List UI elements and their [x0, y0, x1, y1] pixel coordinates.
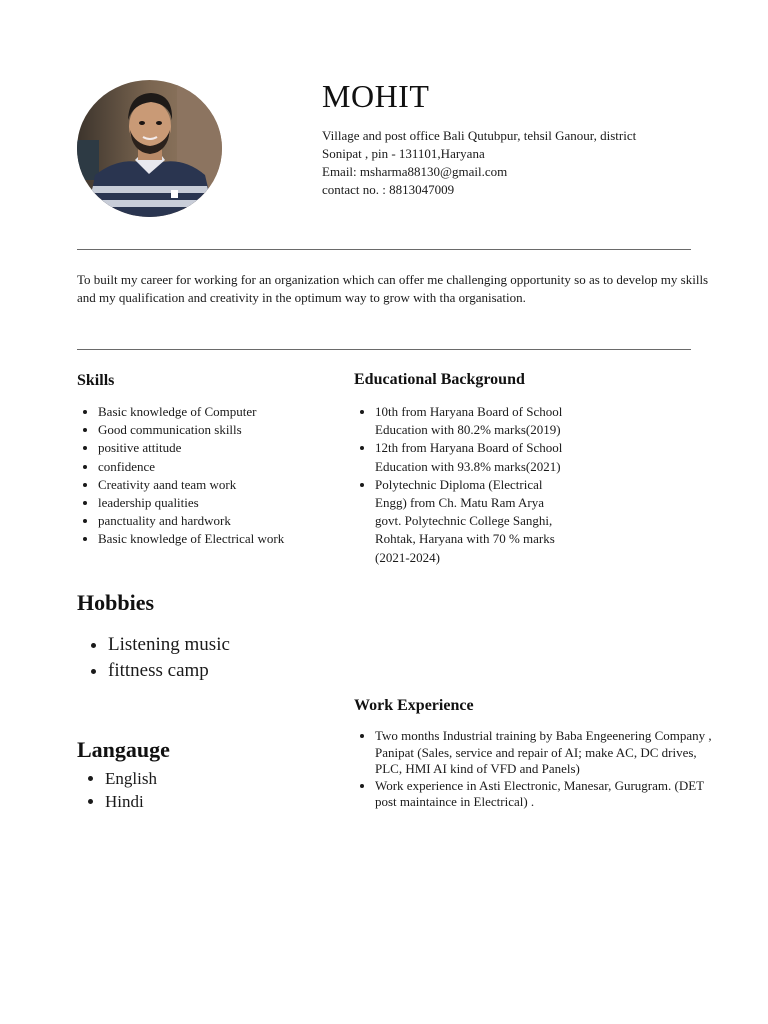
list-item: • positive attitude: [98, 439, 358, 457]
skills-section: [77, 372, 327, 390]
education-title: Educational Background: [354, 371, 525, 388]
phone-line: contact no. : 8813047009: [322, 182, 455, 197]
work-experience-list: [354, 728, 725, 811]
list-item: • 12th from Haryana Board of School Education with 93.8% marks(2021): [375, 439, 565, 475]
hobbies-title: Hobbies: [77, 590, 155, 615]
divider-top: [77, 249, 691, 250]
list-item: • Basic knowledge of Electrical work: [98, 530, 358, 548]
profile-photo: [77, 80, 222, 217]
address-line-1: Village and post office Bali Qutubpur, tehsil Ganour, district: [322, 128, 637, 143]
email-line: Email: msharma88130@gmail.com: [322, 164, 508, 179]
address-line-2: Sonipat , pin - 131101,Haryana: [322, 146, 485, 161]
list-item: • Hindi: [105, 790, 305, 813]
divider-middle: [77, 349, 691, 350]
contact-block: [322, 127, 702, 199]
list-item: • fittness camp: [108, 658, 358, 684]
education-list: [354, 403, 565, 567]
language-title: Langauge: [77, 737, 170, 762]
list-item: • Work experience in Asti Electronic, Manesar, Gurugram. (DET post maintaince in Electrical) .: [375, 778, 725, 811]
list-item: • Listening music: [108, 632, 358, 658]
hobbies-list: [77, 632, 358, 684]
skills-list: [77, 403, 358, 549]
list-item: • Good communication skills: [98, 421, 358, 439]
list-item: • Polytechnic Diploma (Electrical Engg) from Ch. Matu Ram Arya govt. Polytechnic College Sanghi, Rohtak, Haryana with 70 % marks (2021-2024): [375, 476, 565, 567]
candidate-name: MOHIT: [322, 78, 430, 114]
list-item: • confidence: [98, 458, 358, 476]
list-item: • 10th from Haryana Board of School Education with 80.2% marks(2019): [375, 403, 565, 439]
list-item: • panctuality and hardwork: [98, 512, 358, 530]
work-experience-title: Work Experience: [354, 697, 474, 714]
career-objective: To built my career for working for an organization which can offer me challenging opportunity so as to develop my skills and my qualification and creativity in the optimum way to grow with tha organisation.: [77, 272, 709, 305]
list-item: • Creativity aand team work: [98, 476, 358, 494]
language-list: [77, 767, 305, 813]
list-item: • English: [105, 767, 305, 790]
skills-title: Skills: [77, 372, 115, 389]
list-item: • leadership qualities: [98, 494, 358, 512]
list-item: • Two months Industrial training by Baba Engeenering Company , Panipat (Sales, service and repair of AI; make AC, DC drives, PLC, HMI AI kind of VFD and Panels): [375, 728, 725, 778]
list-item: • Basic knowledge of Computer: [98, 403, 358, 421]
